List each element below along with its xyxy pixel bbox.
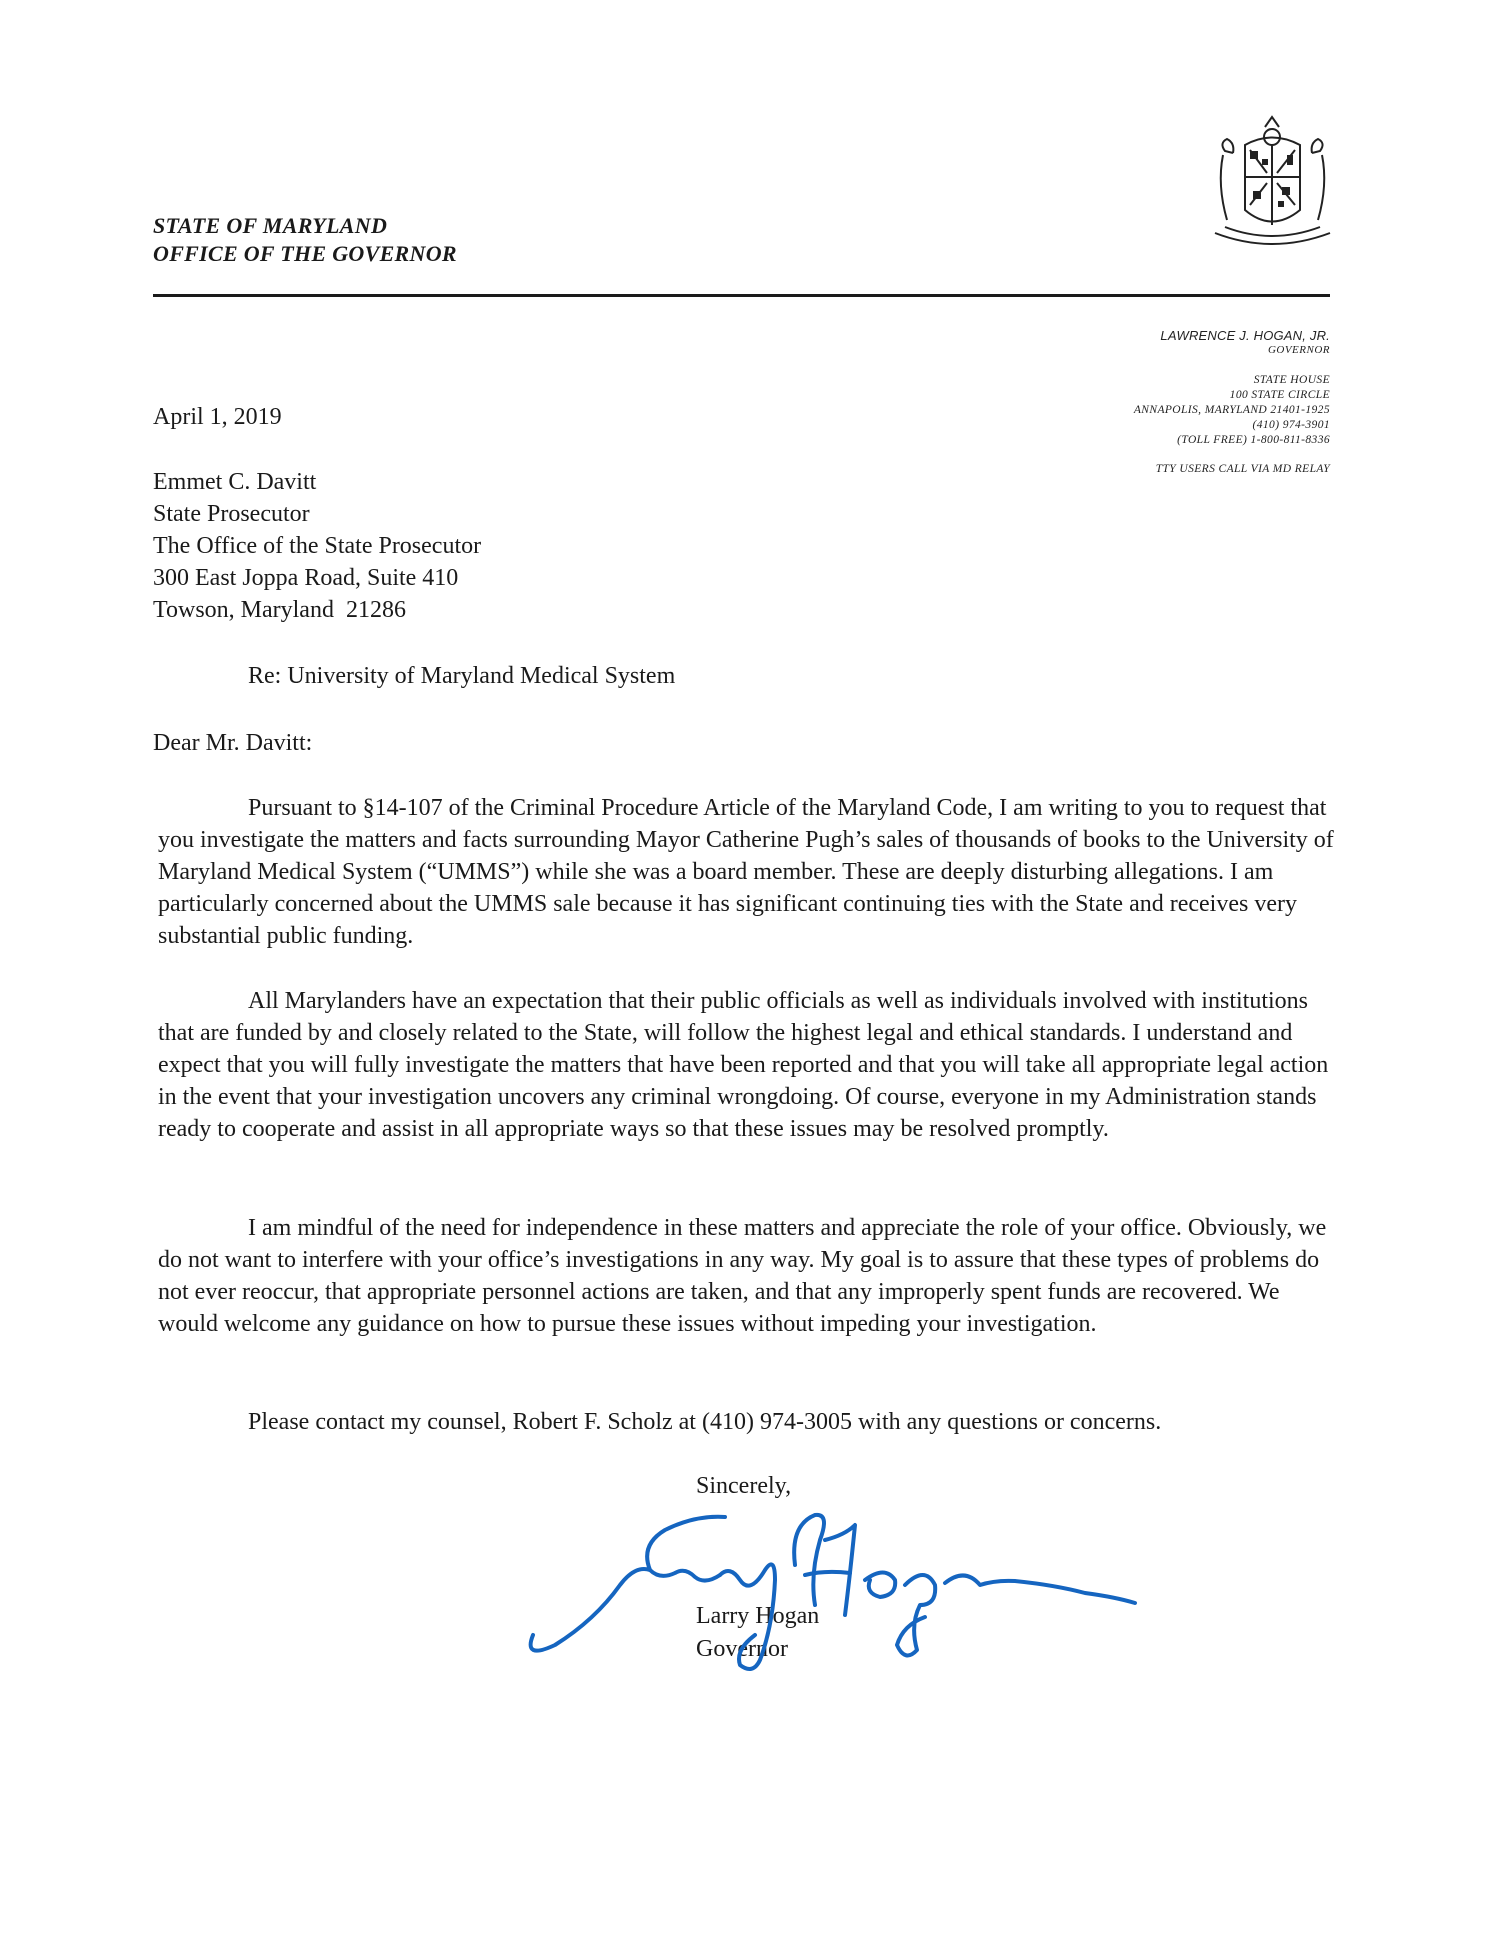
handwritten-signature [525, 1485, 1165, 1675]
letterhead-office: OFFICE OF THE GOVERNOR [153, 241, 457, 266]
recipient-line: Emmet C. Davitt [153, 469, 317, 495]
body-paragraph: Pursuant to §14-107 of the Criminal Procedure Article of the Maryland Code, I am writing to you to request that you investigate the matters and facts surrounding Mayor Catherine Pugh’s sales of thousands of books to the University of Maryland Medical System (“UMMS”) while she was a board member. These are deeply disturbing allegations. I am particularly concerned about the UMMS sale because it has significant continuing ties with the State and receives very substantial public funding. [158, 795, 1334, 949]
signer-title: Governor [696, 1636, 788, 1662]
maryland-seal-icon [1205, 115, 1340, 255]
letterhead-divider [153, 294, 1330, 297]
address-line: STATE HOUSE [1253, 374, 1330, 386]
governor-name: LAWRENCE J. HOGAN, JR. [1160, 328, 1330, 343]
letterhead-state: STATE OF MARYLAND [153, 213, 388, 238]
body-paragraph: All Marylanders have an expectation that their public officials as well as individuals involved with institutions that are funded by and closely related to the State, will follow the highest legal and ethical standards. I understand and expect that you will fully investigate the matters that have been reported and that you will take all appropriate legal action in the event that your investigation uncovers any criminal wrongdoing. Of course, everyone in my Administration stands ready to cooperate and assist in all appropriate ways so that these issues may be resolved promptly. [158, 988, 1329, 1142]
body-paragraph: Please contact my counsel, Robert F. Scholz at (410) 974-3005 with any questions or concerns. [248, 1409, 1162, 1435]
recipient-line: The Office of the State Prosecutor [153, 533, 482, 559]
phone-line: (410) 974-3901 [1252, 419, 1330, 431]
recipient-line: Towson, Maryland 21286 [153, 597, 406, 623]
address-line: 100 STATE CIRCLE [1229, 389, 1330, 401]
governor-title: GOVERNOR [1267, 344, 1330, 356]
salutation: Dear Mr. Davitt: [153, 730, 313, 756]
letterhead-title [153, 212, 457, 268]
relay-line: TTY USERS CALL VIA MD RELAY [1155, 463, 1330, 475]
recipient-line: State Prosecutor [153, 501, 310, 527]
letter-date: April 1, 2019 [153, 404, 282, 430]
recipient-line: 300 East Joppa Road, Suite 410 [153, 565, 459, 591]
signer-name: Larry Hogan [696, 1603, 820, 1629]
address-line: ANNAPOLIS, MARYLAND 21401-1925 [1133, 404, 1330, 416]
toll-free-line: (TOLL FREE) 1-800-811-8336 [1177, 434, 1330, 446]
governor-contact-block [1134, 328, 1330, 477]
body-paragraph: I am mindful of the need for independence in these matters and appreciate the role of your office. Obviously, we do not want to interfere with your office’s investigations in any way. My goal is to assure that these types of problems do not ever reoccur, that appropriate personnel actions are taken, and that any improperly spent funds are recovered. We would welcome any guidance on how to pursue these issues without impeding your investigation. [158, 1215, 1327, 1337]
subject-line: Re: University of Maryland Medical System [248, 663, 676, 689]
closing: Sincerely, [696, 1473, 792, 1499]
recipient-address [153, 466, 481, 626]
